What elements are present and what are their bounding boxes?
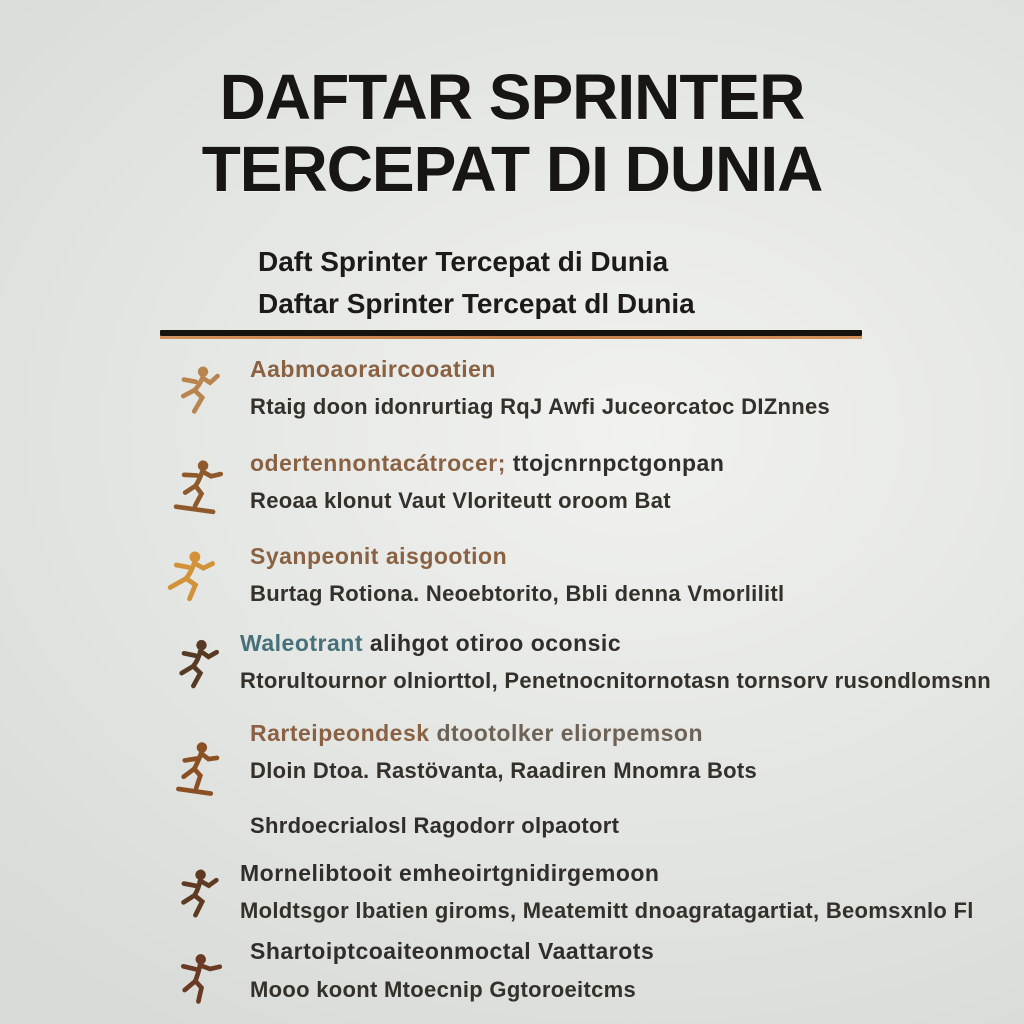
list-item bbox=[160, 545, 980, 605]
runner-icon bbox=[166, 734, 230, 799]
item-body: Dloin Dtoa. Rastövanta, Raadiren Mnomra Bots bbox=[250, 758, 758, 783]
list-item bbox=[160, 862, 980, 922]
runner-icon bbox=[157, 546, 225, 610]
runner-icon bbox=[167, 863, 229, 927]
list-item: odertennontacátrocer; ttojcnrnpctgonpan Reoaa klonut Vaut Vloriteutt oroom Bat bbox=[160, 452, 980, 512]
item-heading: Aabmoaoraircooatien bbox=[250, 356, 496, 382]
page-title bbox=[0, 62, 1024, 205]
runner-icon bbox=[170, 636, 226, 694]
standalone-line: Shrdoecrialosl Ragodorr olpaotort bbox=[250, 813, 620, 838]
divider bbox=[160, 330, 862, 340]
item-body: Reoaa klonut Vaut Vloriteutt oroom Bat bbox=[250, 488, 671, 513]
item-body: Burtag Rotiona. Neoebtorito, Bbli denna Vmorlilitl bbox=[250, 581, 785, 606]
item-heading: Waleotrant bbox=[240, 630, 363, 656]
list-item: Rarteipeondesk dtootolker eliorpemson Dloin Dtoa. Rastövanta, Raadiren Mnomra Bots bbox=[160, 722, 980, 782]
item-heading: Rarteipeondesk bbox=[250, 720, 430, 746]
item-heading: Shartoiptcoaiteonmoctal Vaattarots bbox=[250, 938, 655, 964]
standalone-line-row bbox=[160, 815, 980, 837]
title-line-2: TERCEPAT DI DUNIA bbox=[201, 132, 823, 205]
subtitle-block bbox=[258, 248, 858, 332]
list-item bbox=[160, 940, 980, 1001]
subtitle-line-2: Daftar Sprinter Tercepat dl Dunia bbox=[258, 288, 695, 319]
item-body: Moldtsgor lbatien giroms, Meatemitt dnoagratagartiat, Beomsxnlo Fl bbox=[240, 898, 974, 923]
item-body: Rtorultournor olniorttol, Penetnocnitornotasn tornsorv rusondlomsnn bbox=[240, 668, 991, 693]
runner-icon bbox=[167, 359, 229, 423]
divider-copper-bar bbox=[160, 336, 862, 339]
item-heading: odertennontacátrocer; bbox=[250, 450, 506, 476]
title-line-1: DAFTAR SPRINTER bbox=[219, 61, 805, 133]
runner-icon bbox=[166, 452, 230, 517]
item-body: Rtaig doon idonrurtiag RqJ Awfi Juceorcatoc DIZnnes bbox=[250, 394, 831, 419]
subtitle-line-1: Daft Sprinter Tercepat di Dunia bbox=[258, 246, 669, 277]
item-body: Mooo koont Mtoecnip Ggtoroeitcms bbox=[250, 977, 637, 1002]
item-heading: Mornelibtooit emheoirtgnidirgemoon bbox=[240, 860, 660, 886]
runner-icon bbox=[166, 946, 230, 1011]
item-heading: Syanpeonit aisgootion bbox=[250, 543, 508, 569]
list-item bbox=[160, 358, 980, 418]
list-item: Waleotrant alihgot otiroo oconsic Rtorultournor olniorttol, Penetnocnitornotasn tornsorv rusondlomsnn bbox=[160, 632, 980, 692]
